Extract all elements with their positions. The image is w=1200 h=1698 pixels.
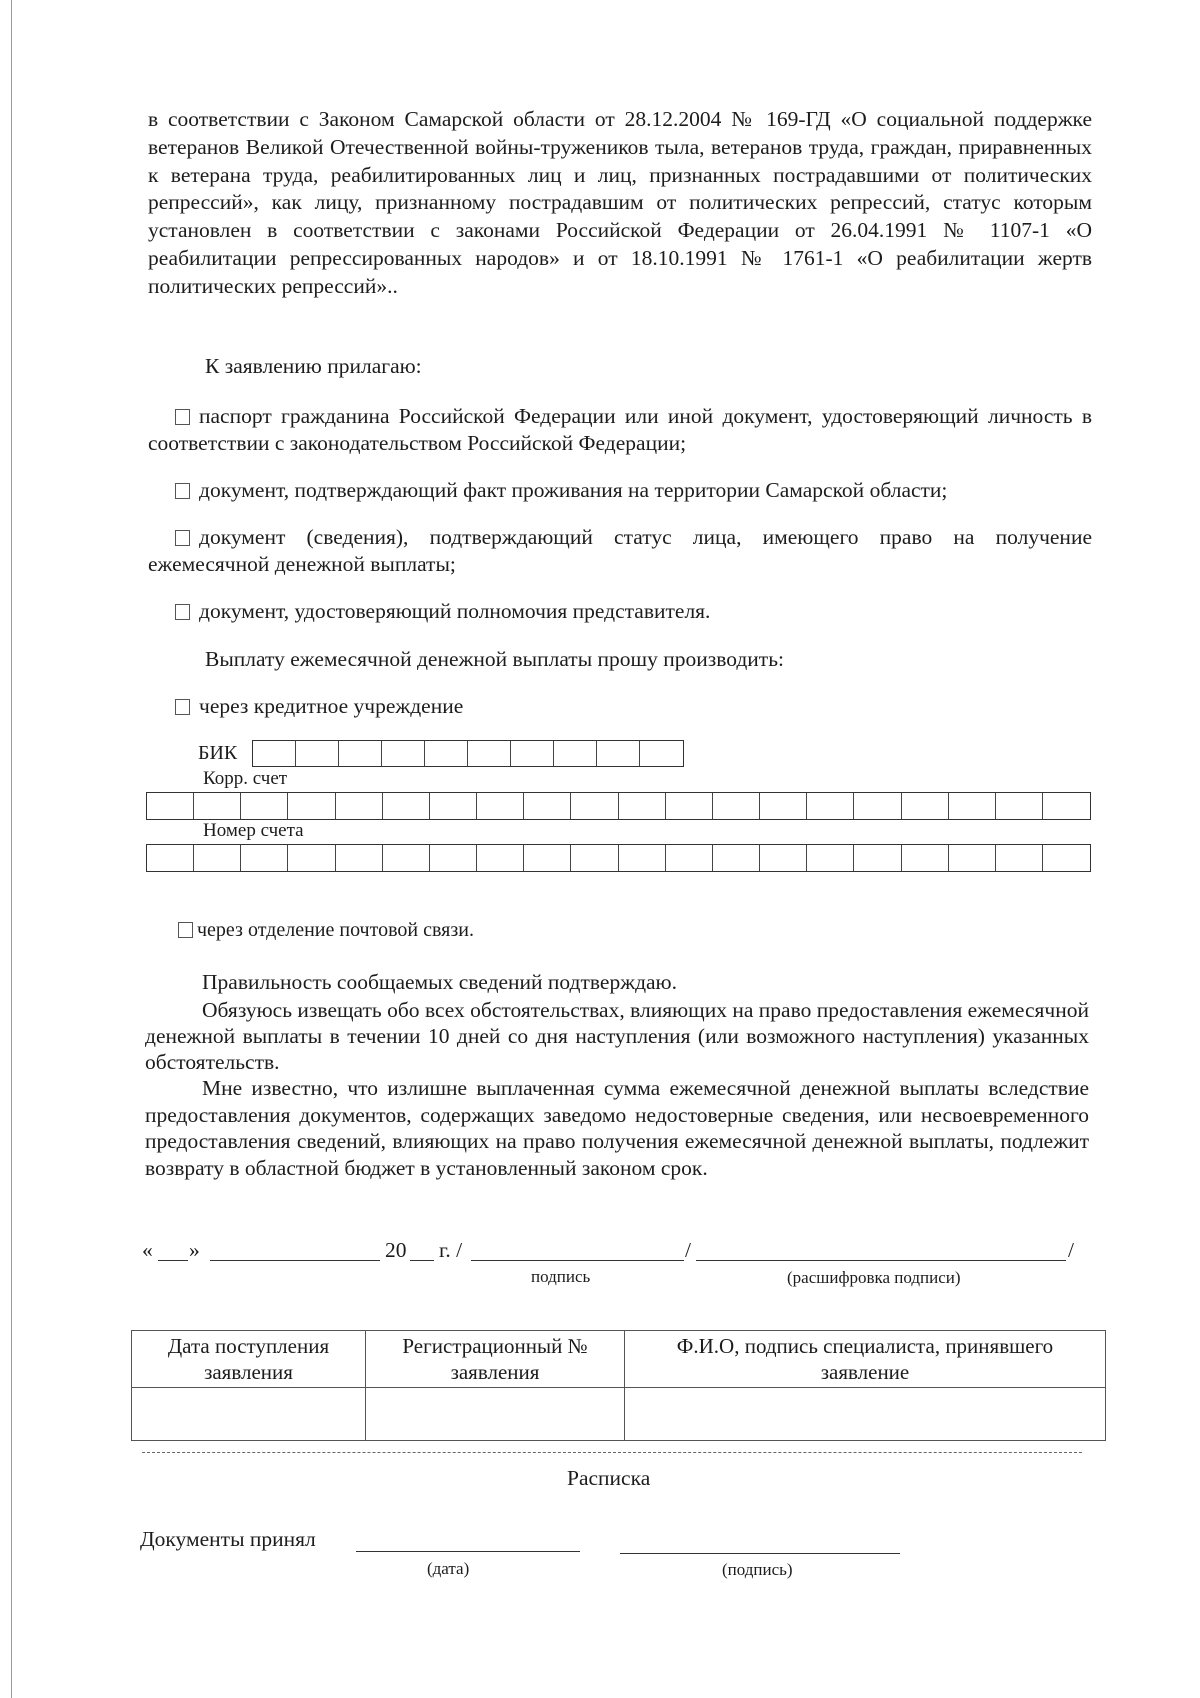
corr-cell[interactable]	[666, 793, 713, 819]
corr-cell[interactable]	[807, 793, 854, 819]
bik-cell[interactable]	[425, 741, 468, 766]
corr-account-label: Корр. счет	[203, 768, 288, 789]
cell-specialist-signature[interactable]	[625, 1388, 1106, 1441]
bik-cell[interactable]	[339, 741, 382, 766]
bik-cell[interactable]	[296, 741, 339, 766]
checkbox-bank[interactable]	[175, 699, 190, 715]
table-header-row	[132, 1331, 1106, 1388]
receipt-sign-caption: (подпись)	[722, 1560, 793, 1579]
account-cell[interactable]	[571, 845, 618, 871]
corr-cell[interactable]	[336, 793, 383, 819]
account-cell[interactable]	[1043, 845, 1090, 871]
account-cell[interactable]	[336, 845, 383, 871]
account-cell[interactable]	[524, 845, 571, 871]
header-date-received: Дата поступления заявления	[132, 1331, 366, 1388]
payment-heading: Выплату ежемесячной денежной выплаты прошу производить:	[205, 647, 784, 671]
confirm-line: Правильность сообщаемых сведений подтверждаю.	[202, 970, 677, 994]
corr-cell[interactable]	[1043, 793, 1090, 819]
checkbox-passport[interactable]	[175, 409, 190, 425]
account-cell[interactable]	[477, 845, 524, 871]
receipt-date-caption: (дата)	[427, 1559, 470, 1578]
account-cell[interactable]	[241, 845, 288, 871]
receipt-title: Расписка	[567, 1466, 651, 1490]
accepted-label: Документы принял	[140, 1527, 316, 1551]
bik-cell[interactable]	[382, 741, 425, 766]
bik-label: БИК	[198, 742, 238, 764]
bik-cell[interactable]	[554, 741, 597, 766]
account-cell[interactable]	[288, 845, 335, 871]
bik-cell[interactable]	[468, 741, 511, 766]
corr-account-input-cells[interactable]	[146, 792, 1091, 820]
corr-cell[interactable]	[996, 793, 1043, 819]
attachment-status-text: документ (сведения), подтверждающий статус лица, имеющего право на получение ежемесячной денежной выплаты;	[148, 525, 1092, 576]
bik-input-cells[interactable]	[252, 740, 684, 767]
corr-cell[interactable]	[760, 793, 807, 819]
bik-cell[interactable]	[511, 741, 554, 766]
signature-caption: подпись	[531, 1267, 591, 1286]
registration-table	[131, 1330, 1106, 1441]
checkbox-residence[interactable]	[175, 483, 190, 499]
header-registration-number: Регистрационный № заявления	[366, 1331, 625, 1388]
cell-registration-number[interactable]	[366, 1388, 625, 1441]
attachment-representative-text: документ, удостоверяющий полномочия представителя.	[199, 599, 711, 623]
attachment-passport-text: паспорт гражданина Российской Федерации или иной документ, удостоверяющий личность в соответствии с законодательством Российской Федерации;	[148, 404, 1092, 455]
payment-option-bank	[175, 693, 463, 720]
table-row	[132, 1388, 1106, 1441]
account-number-input-cells[interactable]	[146, 844, 1091, 872]
date-open-quote: «	[142, 1238, 153, 1262]
bik-cell[interactable]	[640, 741, 683, 766]
accepted-date-blank[interactable]	[356, 1551, 580, 1552]
account-cell[interactable]	[430, 845, 477, 871]
bik-cell[interactable]	[253, 741, 296, 766]
obligation-paragraph: Обязуюсь извещать обо всех обстоятельствах, влияющих на право предоставления ежемесячной денежной выплаты в течении 10 дней со дня наступления (или возможного наступления) указанных обстоятельств.	[145, 998, 1089, 1074]
attachment-item-residence	[175, 477, 947, 504]
date-close-quote: »	[189, 1238, 200, 1262]
attachment-item-status	[148, 524, 1092, 578]
bik-cell[interactable]	[597, 741, 640, 766]
account-cell[interactable]	[949, 845, 996, 871]
account-number-label: Номер счета	[203, 820, 304, 841]
corr-cell[interactable]	[524, 793, 571, 819]
account-cell[interactable]	[996, 845, 1043, 871]
date-month-blank[interactable]	[210, 1260, 380, 1261]
account-cell[interactable]	[147, 845, 194, 871]
attachment-residence-text: документ, подтверждающий факт проживания на территории Самарской области;	[199, 478, 948, 502]
corr-cell[interactable]	[147, 793, 194, 819]
signature-slash-mid: /	[685, 1238, 691, 1262]
liability-paragraph: Мне известно, что излишне выплаченная сумма ежемесячной денежной выплаты вследствие предоставления документов, содержащих заведомо недостоверные сведения, или несвоевременного предоставления сведений, влияющих на право получения ежемесячной денежной выплаты, подлежит возврату в областной бюджет в установленный законом срок.	[145, 1076, 1089, 1180]
account-cell[interactable]	[902, 845, 949, 871]
attachment-item-representative	[175, 598, 710, 625]
signature-blank[interactable]	[471, 1260, 684, 1261]
corr-cell[interactable]	[241, 793, 288, 819]
account-cell[interactable]	[854, 845, 901, 871]
date-day-blank[interactable]	[158, 1260, 188, 1261]
date-year-prefix: 20	[385, 1238, 407, 1262]
corr-cell[interactable]	[713, 793, 760, 819]
checkbox-post[interactable]	[178, 922, 193, 938]
account-cell[interactable]	[619, 845, 666, 871]
header-specialist-signature: Ф.И.О, подпись специалиста, принявшего заявление	[625, 1331, 1106, 1388]
corr-cell[interactable]	[619, 793, 666, 819]
corr-cell[interactable]	[194, 793, 241, 819]
signature-decode-blank[interactable]	[696, 1260, 1066, 1261]
cell-date-received[interactable]	[132, 1388, 366, 1441]
intro-paragraph: в соответствии с Законом Самарской области от 28.12.2004 № 169-ГД «О социальной поддержке ветеранов Великой Отечественной войны-тружеников тыла, ветеранов труда, граждан, приравненных к ветерана труда, реабилитированных лиц и лиц, признанных пострадавшими от политических репрессий», как лицу, признанному пострадавшим от политических репрессий, статус которым установлен в соответствии с законами Российской Федерации от 26.04.1991 № 1107-1 «О реабилитации репрессированных народов» и от 18.10.1991 № 1761-1 «О реабилитации жертв политических репрессий»..	[148, 107, 1092, 298]
corr-cell[interactable]	[571, 793, 618, 819]
account-cell[interactable]	[713, 845, 760, 871]
payment-option-post	[178, 917, 474, 944]
payment-option-bank-label: через кредитное учреждение	[199, 694, 464, 718]
checkbox-representative[interactable]	[175, 604, 190, 620]
attachment-item-passport	[148, 403, 1092, 457]
account-cell[interactable]	[760, 845, 807, 871]
accepted-signature-blank[interactable]	[620, 1553, 900, 1554]
corr-cell[interactable]	[902, 793, 949, 819]
corr-cell[interactable]	[477, 793, 524, 819]
corr-cell[interactable]	[949, 793, 996, 819]
checkbox-status[interactable]	[175, 530, 190, 546]
date-year-suffix: г. /	[439, 1238, 463, 1262]
corr-cell[interactable]	[383, 793, 430, 819]
corr-cell[interactable]	[854, 793, 901, 819]
cut-line	[142, 1452, 1082, 1453]
corr-cell[interactable]	[288, 793, 335, 819]
corr-cell[interactable]	[430, 793, 477, 819]
attachments-heading: К заявлению прилагаю:	[205, 354, 422, 378]
account-cell[interactable]	[807, 845, 854, 871]
decode-caption: (расшифровка подписи)	[787, 1268, 961, 1287]
account-cell[interactable]	[383, 845, 430, 871]
date-year-blank[interactable]	[410, 1260, 434, 1261]
account-cell[interactable]	[194, 845, 241, 871]
signature-slash-end: /	[1068, 1238, 1074, 1262]
page-edge	[11, 0, 12, 1698]
account-cell[interactable]	[666, 845, 713, 871]
payment-option-post-label: через отделение почтовой связи.	[197, 919, 474, 941]
